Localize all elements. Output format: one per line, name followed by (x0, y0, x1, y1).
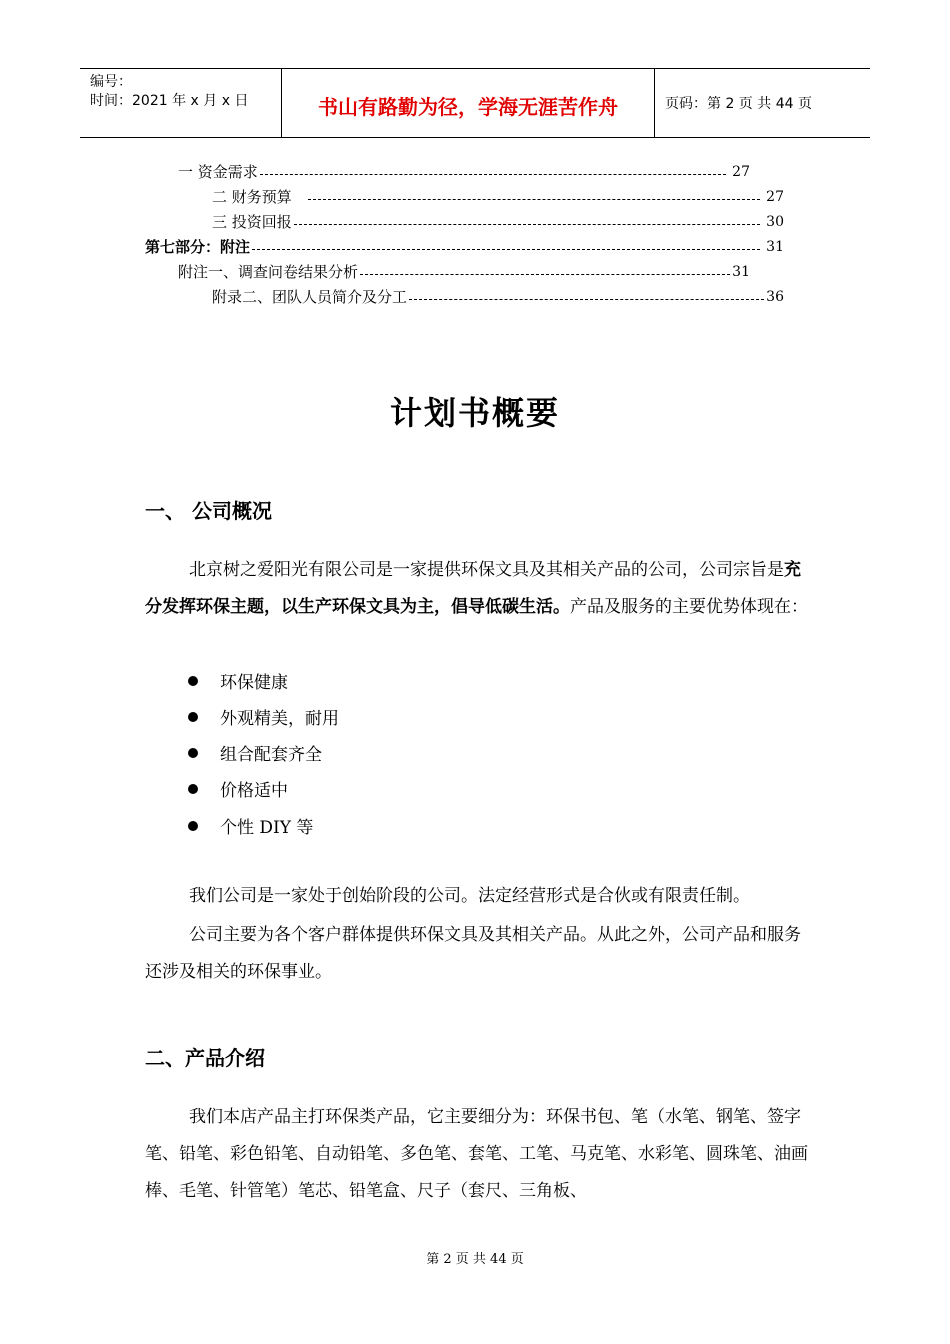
intro-text-end: 产品及服务的主要优势体现在： (570, 597, 808, 617)
paragraph-company-stage (145, 878, 810, 915)
paragraph-company-intro (145, 552, 810, 626)
toc-entry-text: 二 财务预算 (212, 188, 292, 206)
document-title: 计划书概要 (389, 394, 560, 432)
motto: 书山有路勤为径，学海无涯苦作舟 (318, 95, 618, 119)
time-label: 时间：2021 年 x 月 x 日 (90, 93, 249, 109)
toc-leader (252, 249, 760, 250)
toc-entry-text: 第七部分：附注 (145, 238, 251, 256)
intro-text: 北京树之爱阳光有限公司是一家提供环保文具及其相关产品的公司，公司宗旨是 (189, 560, 784, 580)
header-motto-cell (282, 69, 655, 137)
page-header (80, 68, 870, 138)
toc-entry-text: 附注一、调查问卷结果分析 (178, 263, 359, 281)
bullet-icon (188, 712, 198, 722)
list-item-text: 组合配套齐全 (220, 745, 322, 765)
list-item (188, 704, 339, 729)
header-meta-cell (80, 69, 282, 137)
list-item-text: 外观精美，耐用 (220, 709, 339, 729)
intro-bold-text: 充分发挥环保主题，以生产环保文具为主，倡导低碳生活。 (145, 560, 801, 617)
toc-entry[interactable] (212, 286, 784, 308)
list-item (188, 740, 322, 765)
toc-entry[interactable] (145, 236, 784, 258)
toc-entry[interactable] (178, 261, 750, 283)
toc-entry-text: 三 投资回报 (212, 213, 292, 231)
page-footer: 第 2 页 共 44 页 (426, 1252, 524, 1267)
toc-entry-text: 一 资金需求 (178, 163, 258, 181)
toc-entry-page: 27 (766, 189, 784, 205)
toc-entry[interactable] (212, 211, 784, 233)
list-item (188, 668, 288, 693)
toc-entry-page: 31 (766, 239, 784, 255)
list-item (188, 776, 288, 801)
list-item-text: 价格适中 (220, 781, 288, 801)
toc-leader (409, 299, 764, 300)
list-item-text: 环保健康 (220, 673, 288, 693)
section-heading-product-intro: 二、产品介绍 (145, 1046, 265, 1070)
toc-entry[interactable] (178, 161, 750, 183)
page-info: 页码：第 2 页 共 44 页 (665, 96, 812, 112)
toc-leader (294, 224, 760, 225)
header-page-cell (655, 69, 870, 137)
bullet-icon (188, 784, 198, 794)
bullet-icon (188, 676, 198, 686)
toc-leader (260, 174, 726, 175)
toc-leader (308, 199, 760, 200)
toc-entry-page: 27 (732, 164, 750, 180)
toc-leader (360, 274, 730, 275)
bullet-icon (188, 821, 198, 831)
toc-entry-page: 31 (732, 264, 750, 280)
list-item-text: 个性 DIY 等 (220, 818, 314, 838)
bullet-icon (188, 748, 198, 758)
toc-entry-page: 30 (766, 214, 784, 230)
paragraph-text: 公司主要为各个客户群体提供环保文具及其相关产品。从此之外，公司产品和服务还涉及相关的环保事业。 (145, 925, 801, 982)
toc-entry-page: 36 (766, 289, 784, 305)
section-heading-company-overview: 一、 公司概况 (145, 499, 272, 523)
paragraph-text: 我们公司是一家处于创始阶段的公司。法定经营形式是合伙或有限责任制。 (189, 886, 750, 906)
toc-entry-text: 附录二、团队人员简介及分工 (212, 288, 408, 306)
toc-entry[interactable] (212, 186, 784, 208)
paragraph-product-intro (145, 1099, 810, 1210)
paragraph-text: 我们本店产品主打环保类产品，它主要细分为：环保书包、笔（水笔、钢笔、签字笔、铅笔、彩色铅笔、自动铅笔、多色笔、套笔、工笔、马克笔、水彩笔、圆珠笔、油画棒、毛笔、针管笔）笔芯、铅笔盒、尺子（套尺、三角板、 (145, 1107, 808, 1201)
list-item (188, 813, 313, 838)
number-label: 编号： (90, 74, 132, 90)
paragraph-company-business (145, 917, 810, 991)
